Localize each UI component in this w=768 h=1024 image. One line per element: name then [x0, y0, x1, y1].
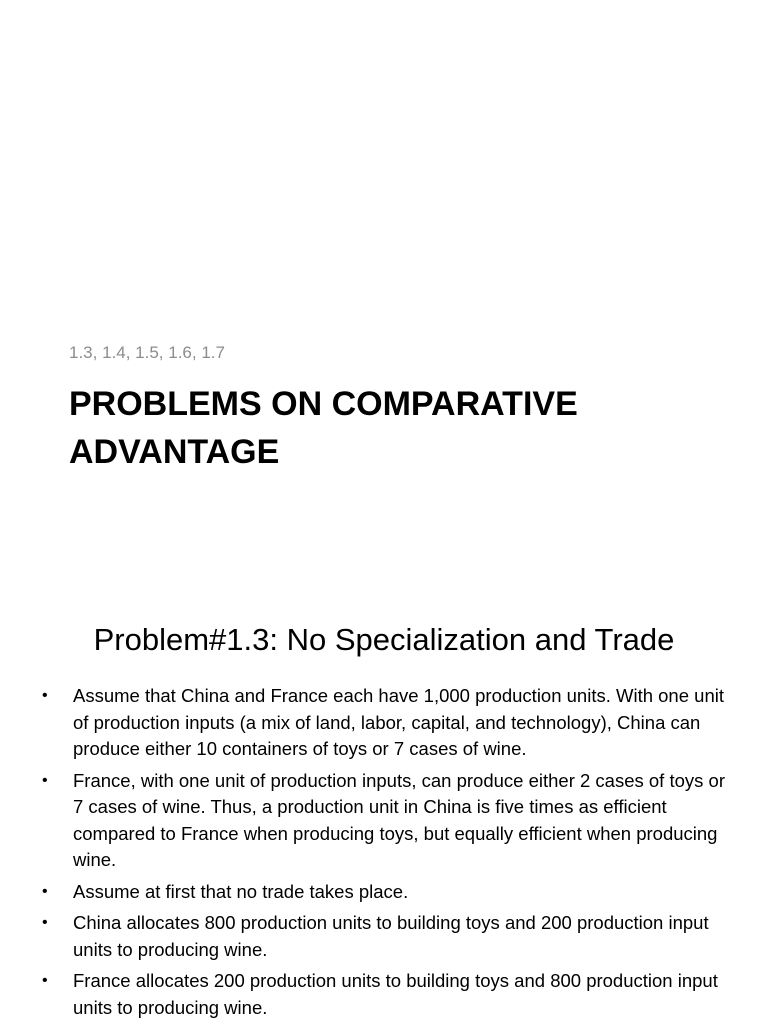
bullet-item: [0, 768, 768, 874]
bullet-item: [0, 968, 768, 1021]
bullet-text: France allocates 200 production units to building toys and 800 production input units to producing wine.: [73, 970, 718, 1018]
bullet-list: [0, 683, 768, 1024]
bullet-item: [0, 879, 768, 906]
bullet-text: Assume that China and France each have 1,000 production units. With one unit of production inputs (a mix of land, labor, capital, and technology), China can produce either 10 containers of toys or 7 cases of wine.: [73, 685, 724, 759]
bullet-item: [0, 910, 768, 963]
bullet-icon: •: [42, 771, 48, 789]
slide-main-title: PROBLEMS ON COMPARATIVE ADVANTAGE: [69, 385, 578, 471]
bullet-icon: •: [42, 882, 48, 900]
bullet-text: France, with one unit of production inputs, can produce either 2 cases of toys or 7 cases of wine. Thus, a production unit in China is five times as efficient compared to France when producing toys, but equally efficient when producing wine.: [73, 769, 725, 870]
slide-problem-1-3: [0, 576, 768, 1024]
slide-subtitle: 1.3, 1.4, 1.5, 1.6, 1.7: [69, 343, 225, 362]
bullet-item: [0, 683, 768, 763]
bullet-icon: •: [42, 687, 48, 704]
problem-heading: Problem#1.3: No Specialization and Trade: [93, 622, 675, 657]
bullet-icon: •: [42, 914, 48, 931]
bullet-icon: •: [42, 972, 48, 989]
bullet-text: Assume at first that no trade takes place.: [73, 880, 409, 902]
bullet-text: China allocates 800 production units to building toys and 200 production input units to producing wine.: [73, 912, 709, 960]
